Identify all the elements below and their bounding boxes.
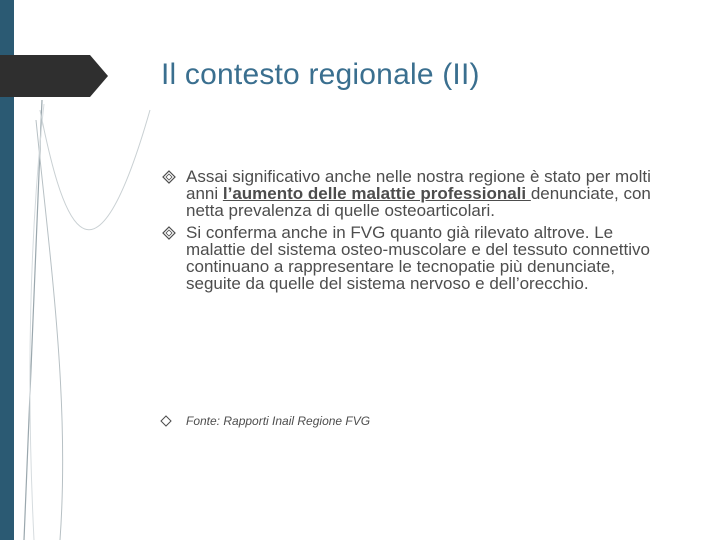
bullet-item <box>160 224 665 292</box>
bullet-item <box>160 168 665 219</box>
bullet-text-pre: Assai significativo anche nelle nostra regione è stato per molti anni <box>186 167 651 203</box>
diamond-outline-icon <box>162 170 176 184</box>
title-tab-shape <box>0 55 108 97</box>
diamond-outline-icon <box>160 415 172 427</box>
source-note <box>160 414 665 428</box>
bullet-text-post: denunciate, con netta prevalenza di quelle osteoarticolari. <box>186 184 651 220</box>
source-text: Fonte: Rapporti Inail Regione FVG <box>186 414 371 428</box>
bullet-list <box>160 168 665 292</box>
diamond-outline-icon <box>162 226 176 240</box>
bullet-text: Si conferma anche in FVG quanto già rilevato altrove. Le malattie del sistema osteo-muscolare e del tessuto connettivo continuano a rappresentare le tecnopatie più denunciate, seguite da quelle del sistema nervoso e dell’orecchio. <box>186 223 650 293</box>
bullet-text-emphasis: l’aumento delle malattie professionali <box>222 184 531 203</box>
slide-title: Il contesto regionale (II) <box>161 58 480 91</box>
